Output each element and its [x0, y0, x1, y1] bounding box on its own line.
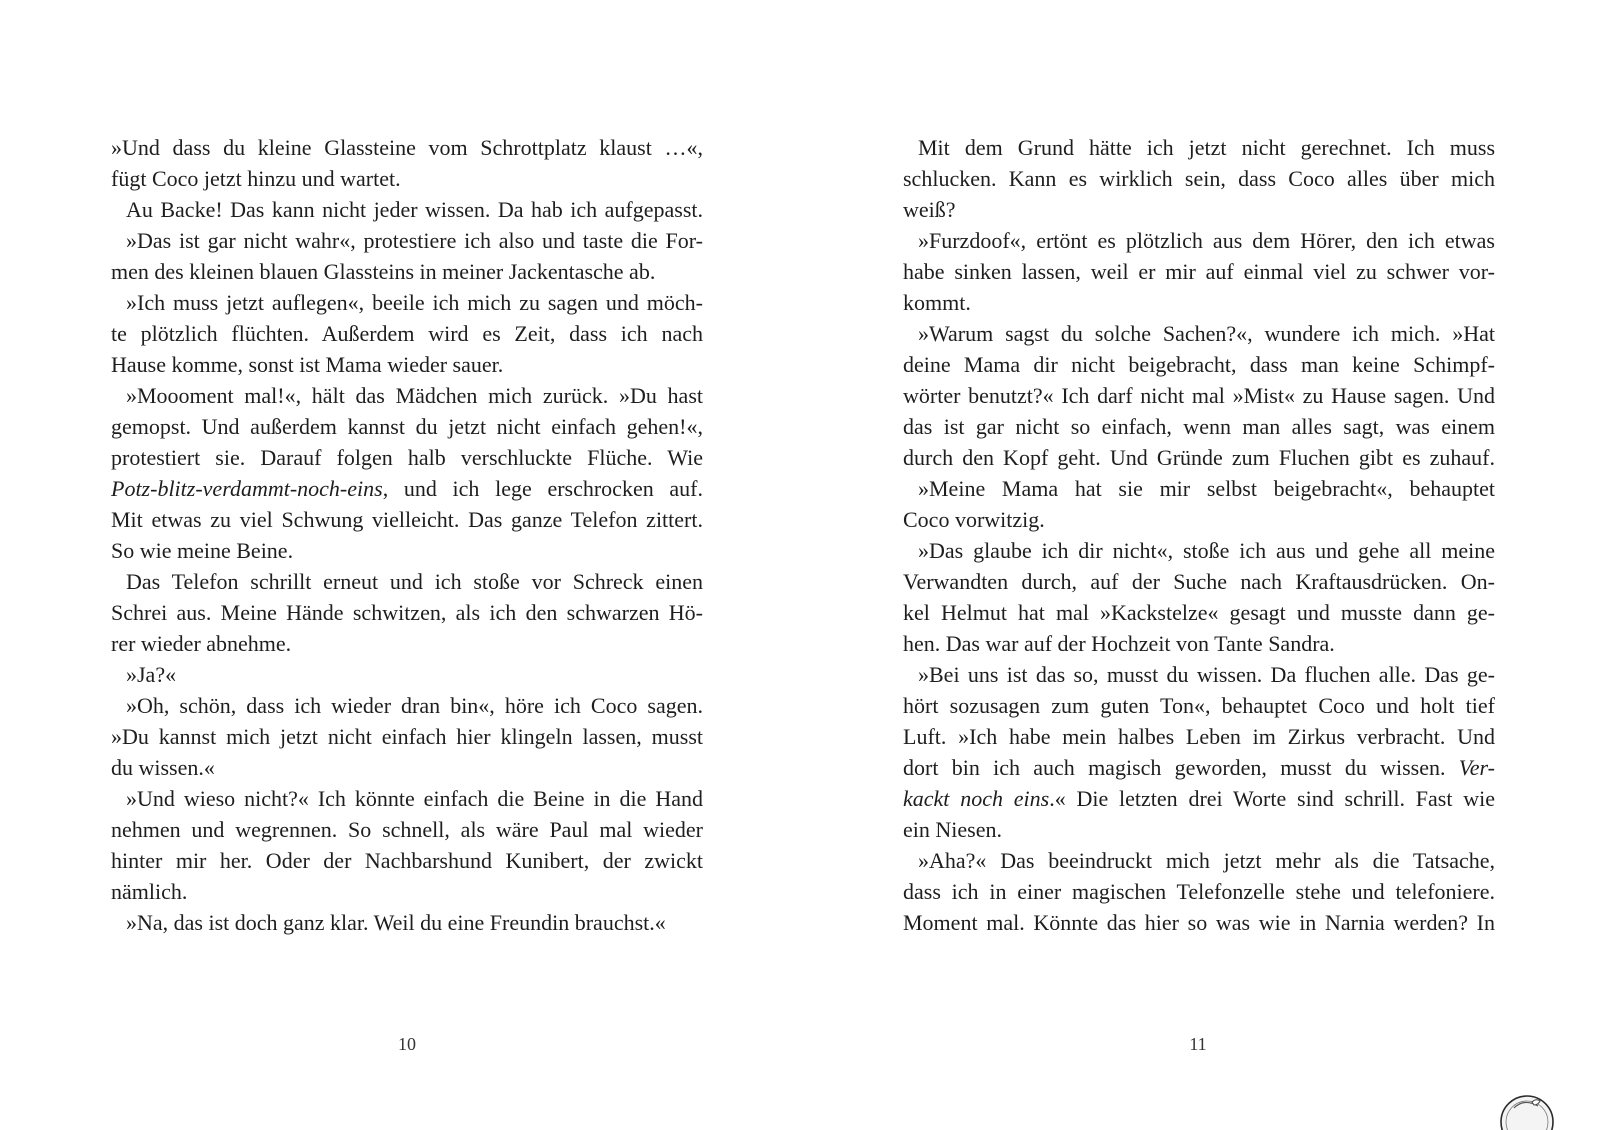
text-line: Coco vorwitzig. — [903, 507, 1045, 532]
text-line: Verwandten durch, auf der Suche nach Kraftausdrücken. On- — [903, 569, 1495, 594]
text-line: Mit etwas zu viel Schwung vielleicht. Das ganze Telefon zittert. — [111, 507, 703, 532]
text-line: hinter mir her. Oder der Nachbarshund Kunibert, der zwickt — [111, 848, 703, 873]
text-run: , und ich lege erschrocken auf. — [382, 476, 703, 501]
italic-phrase: kackt noch eins — [903, 786, 1050, 811]
text-line: »Oh, schön, dass ich wieder dran bin«, höre ich Coco sagen. — [126, 693, 703, 718]
text-line: »Ich muss jetzt auflegen«, beeile ich mich zu sagen und möch- — [126, 290, 703, 315]
text-line: gemopst. Und außerdem kannst du jetzt nicht einfach gehen!«, — [111, 414, 703, 439]
text-line: Das Telefon schrillt erneut und ich stoße vor Schreck einen — [126, 569, 703, 594]
text-line: das ist gar nicht so einfach, wenn man alles sagt, was einem — [903, 414, 1495, 439]
text-line: ein Niesen. — [903, 817, 1002, 842]
text-line: »Du kannst mich jetzt nicht einfach hier klingeln lassen, musst — [111, 724, 703, 749]
text-line: »Warum sagst du solche Sachen?«, wundere ich mich. »Hat — [918, 321, 1495, 346]
text-line: »Ja?« — [126, 662, 177, 687]
text-line: Hause komme, sonst ist Mama wieder sauer. — [111, 352, 504, 377]
text-line: durch den Kopf geht. Und Gründe zum Fluchen gibt es zuhauf. — [903, 445, 1495, 470]
text-line: Schrei aus. Meine Hände schwitzen, als ich den schwarzen Hö- — [111, 600, 703, 625]
text-line: »Moooment mal!«, hält das Mädchen mich zurück. »Du hast — [126, 383, 703, 408]
page-number-right: 11 — [1189, 1034, 1207, 1054]
text-line: weiß? — [903, 197, 956, 222]
text-line: protestiert sie. Darauf folgen halb verschluckte Flüche. Wie — [111, 445, 703, 470]
text-line: nehmen und wegrennen. So schnell, als wäre Paul mal wieder — [111, 817, 703, 842]
text-line: Luft. »Ich habe mein halbes Leben im Zirkus verbracht. Und — [903, 724, 1495, 749]
text-line — [111, 473, 703, 504]
text-line: schlucken. Kann es wirklich sein, dass Coco alles über mich — [903, 166, 1495, 191]
page-number-left: 10 — [398, 1034, 416, 1054]
text-line: »Na, das ist doch ganz klar. Weil du eine Freundin brauchst.« — [126, 910, 666, 935]
text-line: »Und dass du kleine Glassteine vom Schrottplatz klaust …«, — [111, 135, 703, 160]
italic-phrase: Ver- — [1458, 755, 1495, 780]
text-line: kel Helmut hat mal »Kackstelze« gesagt und musste dann ge- — [903, 600, 1495, 625]
text-line: hört sozusagen zum guten Ton«, behauptet Coco und holt tief — [903, 693, 1495, 718]
text-line: men des kleinen blauen Glassteins in meiner Jackentasche ab. — [111, 259, 656, 284]
text-line: »Das ist gar nicht wahr«, protestiere ich also und taste die For- — [126, 228, 703, 253]
page-curl-icon[interactable] — [1492, 1086, 1562, 1130]
text-line: dass ich in einer magischen Telefonzelle stehe und telefoniere. — [903, 879, 1495, 904]
text-line: rer wieder abnehme. — [111, 631, 292, 656]
text-line: »Furzdoof«, ertönt es plötzlich aus dem Hörer, den ich etwas — [918, 228, 1495, 253]
text-line: »Und wieso nicht?« Ich könnte einfach die Beine in die Hand — [126, 786, 703, 811]
text-line: »Das glaube ich dir nicht«, stoße ich aus und gehe all meine — [918, 538, 1495, 563]
text-run: .« Die letzten drei Worte sind schrill. Fast wie — [1049, 786, 1495, 811]
text-line: habe sinken lassen, weil er mir auf einmal viel zu schwer vor- — [903, 259, 1495, 284]
text-line — [903, 783, 1495, 814]
text-line: »Meine Mama hat sie mir selbst beigebracht«, behauptet — [918, 476, 1495, 501]
left-page — [111, 132, 703, 938]
text-line: »Aha?« Das beeindruckt mich jetzt mehr als die Tatsache, — [918, 848, 1495, 873]
text-line: deine Mama dir nicht beigebracht, dass man keine Schimpf- — [903, 352, 1495, 377]
text-line: Mit dem Grund hätte ich jetzt nicht gerechnet. Ich muss — [918, 135, 1495, 160]
text-run: dort bin ich auch magisch geworden, musst du wissen. — [903, 755, 1459, 780]
text-line: Au Backe! Das kann nicht jeder wissen. Da hab ich aufgepasst. — [126, 197, 703, 222]
text-line: du wissen.« — [111, 755, 215, 780]
text-line: »Bei uns ist das so, musst du wissen. Da fluchen alle. Das ge- — [918, 662, 1495, 687]
italic-phrase: Potz-blitz-verdammt-noch-eins — [111, 476, 383, 501]
text-line: nämlich. — [111, 879, 188, 904]
text-line: kommt. — [903, 290, 971, 315]
text-line: te plötzlich flüchten. Außerdem wird es Zeit, dass ich nach — [111, 321, 703, 346]
right-page — [903, 132, 1495, 938]
text-line: hen. Das war auf der Hochzeit von Tante Sandra. — [903, 631, 1335, 656]
text-line: wörter benutzt?« Ich darf nicht mal »Mist« zu Hause sagen. Und — [903, 383, 1495, 408]
text-line: So wie meine Beine. — [111, 538, 294, 563]
text-line: Moment mal. Könnte das hier so was wie in Narnia werden? In — [903, 910, 1495, 935]
text-line — [903, 752, 1495, 783]
text-line: fügt Coco jetzt hinzu und wartet. — [111, 166, 401, 191]
